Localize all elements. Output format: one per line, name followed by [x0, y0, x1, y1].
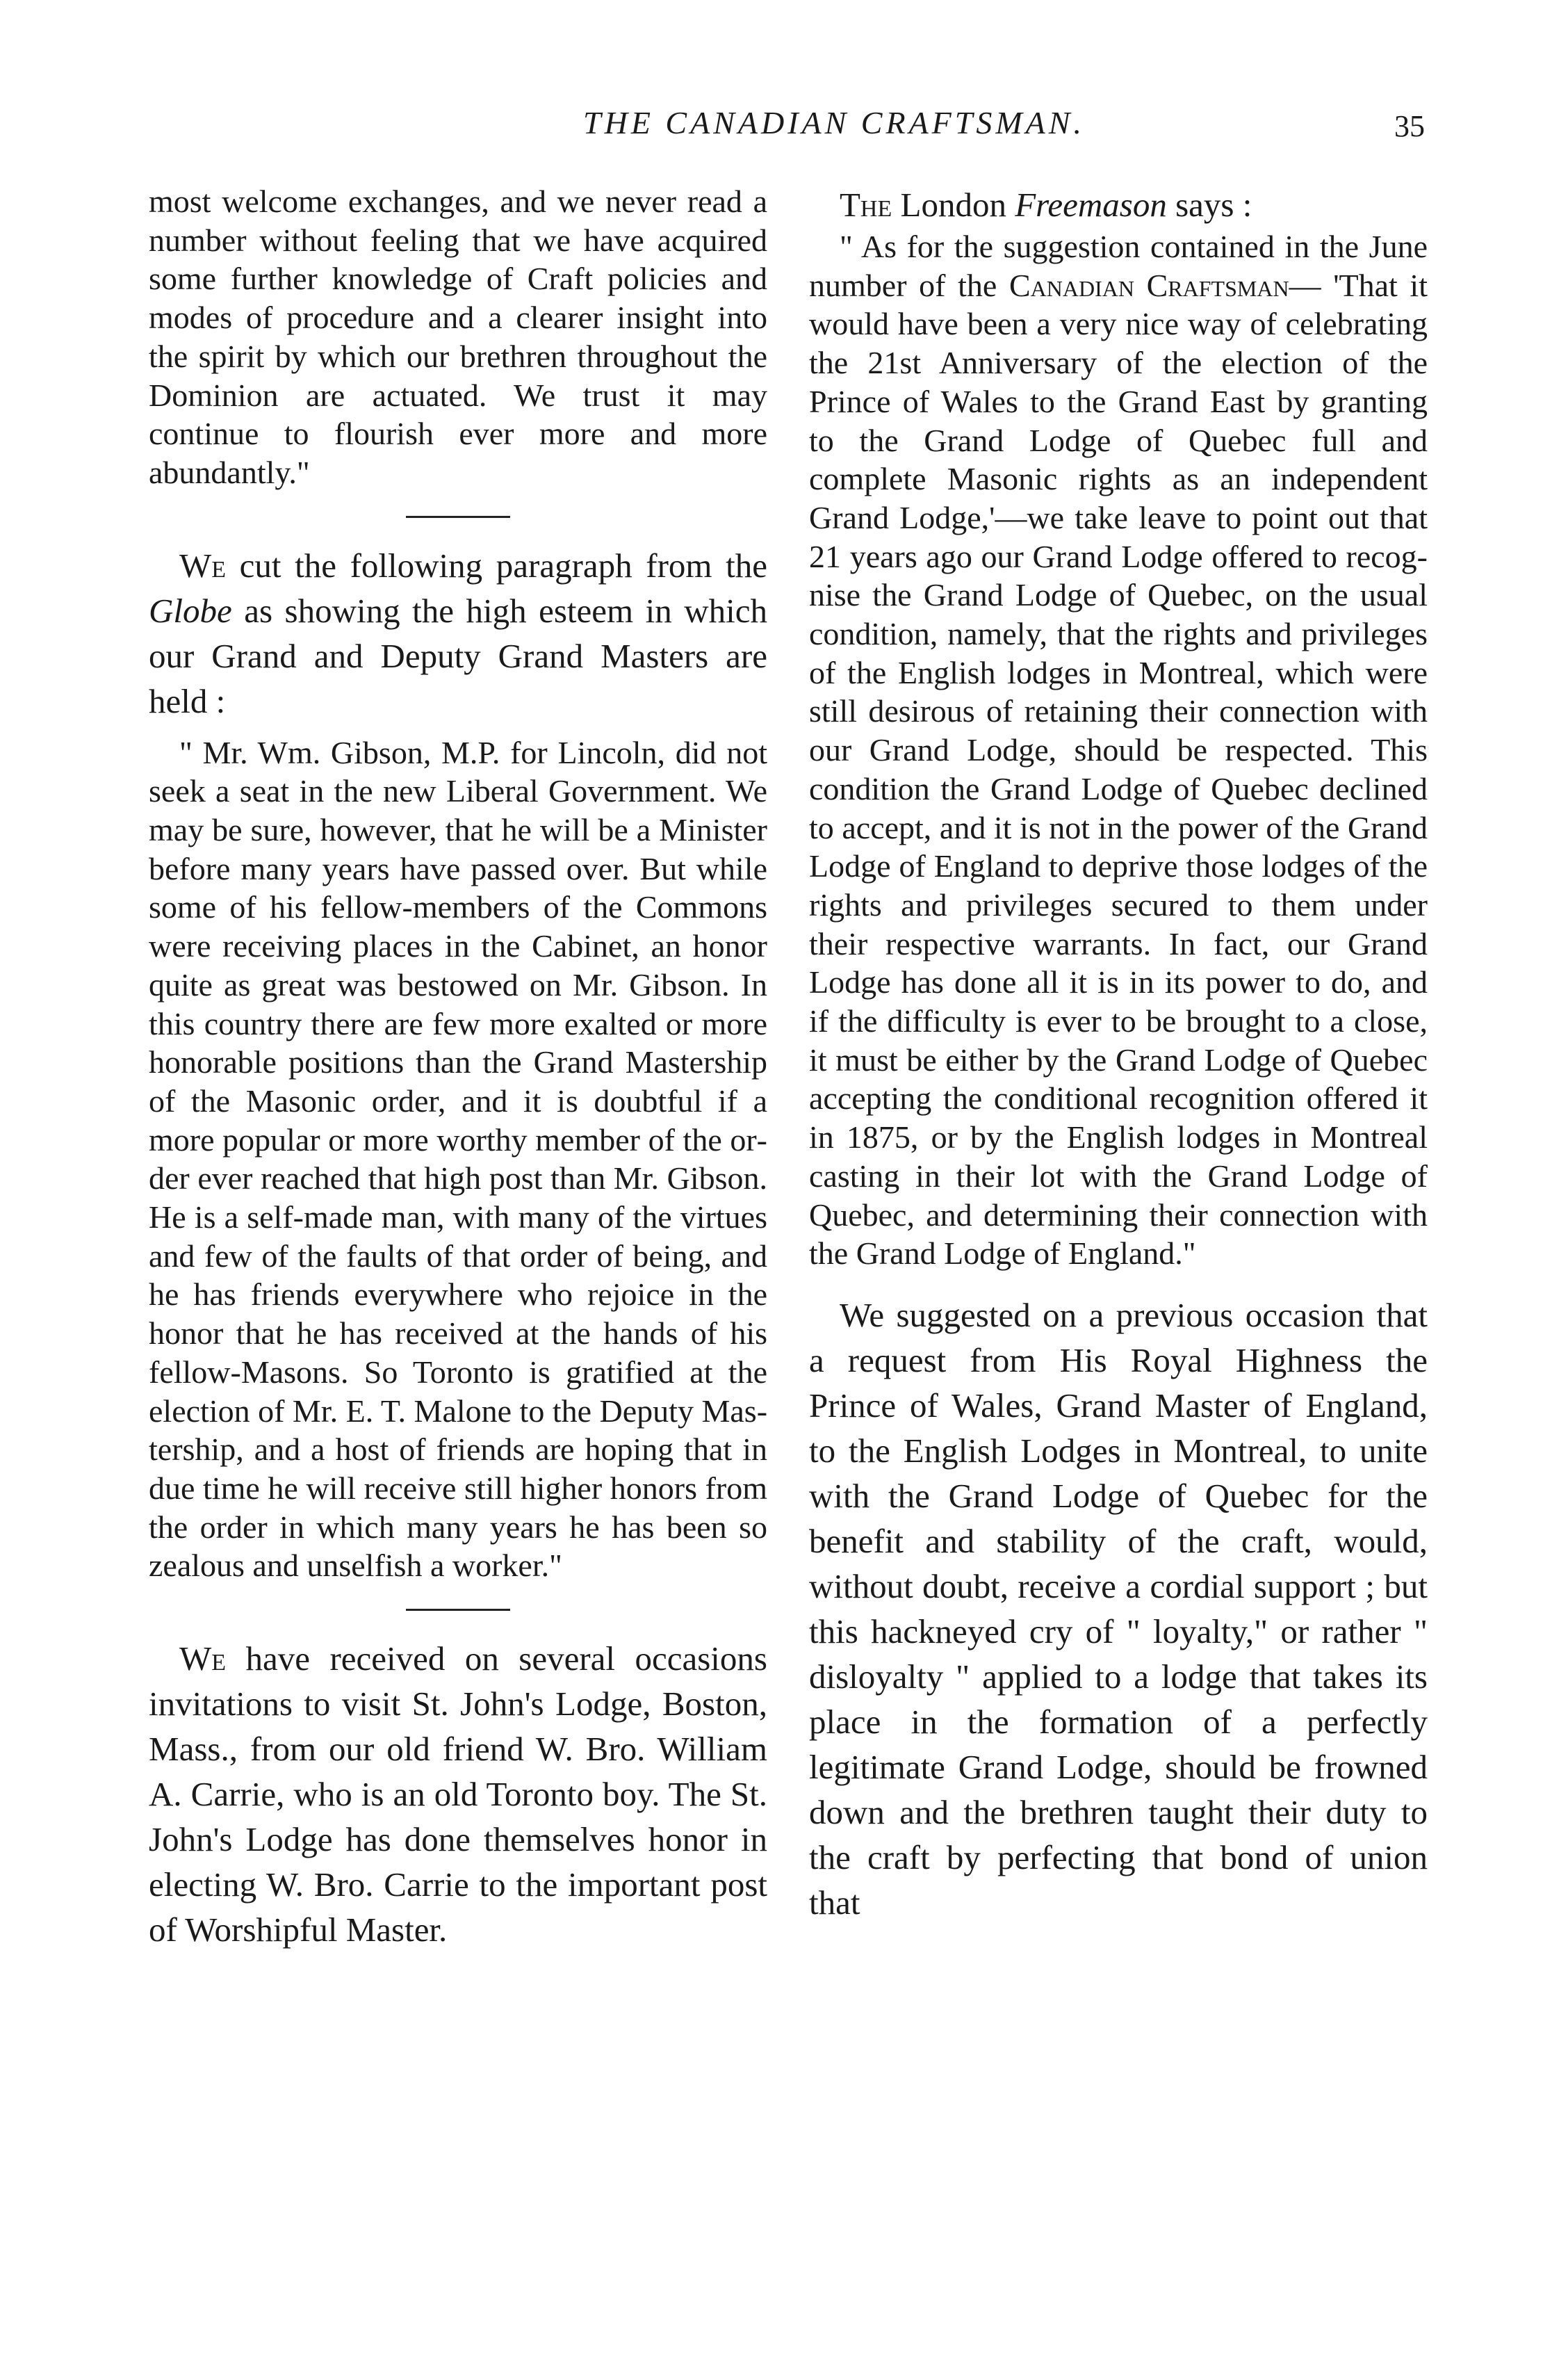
section-divider	[406, 516, 510, 518]
running-title: THE CANADIAN CRAFTSMAN.	[583, 105, 1085, 140]
publication-name-globe: Globe	[149, 591, 232, 630]
left-column	[149, 182, 767, 1952]
lead-word: The	[840, 186, 892, 224]
right-column	[809, 182, 1428, 1925]
paragraph-freemason-quote: " As for the suggestion contained in the June number of the Canadian Craftsman— 'That it would have been a very nice way of celebrating the 21st Anniversary of the election of the Prince of Wales to the Grand East by granting to the Grand Lodge of Quebec full and complete Masonic rights as an independent Grand Lodge,'—we take leave to point out that 21 years ago our Grand Lodge offered to recognise the Grand Lodge of Quebec, on the usual condition, namely, that the rights and privileges of the English lodges in Montreal, which were still desirous of retaining their connection with our Grand Lodge, should be respected. This condition the Grand Lodge of Quebec declined to accept, and it is not in the power of the Grand Lodge of England to deprive those lodges of the rights and privileges secured to them under their respective warrants. In fact, our Grand Lodge has done all it is in its power to do, and if the difficulty is ever to be brought to a close, it must be either by the Grand Lodge of Quebec accepting the conditional recognition offered it in 1875, or by the English lodges in Montreal casting in their lot with the Grand Lodge of Quebec, and determining their connection with the Grand Lodge of England."	[809, 229, 1428, 1272]
paragraph-globe-intro: We cut the following paragraph from the Globe as showing the high esteem in which our Grand and Deputy Grand Masters are held :	[149, 546, 767, 720]
paragraph-st-johns-lodge: We have received on several occasions invitations to visit St. John's Lodge, Boston, Mass., from our old friend W. Bro. William A. Carrie, who is an old Toronto boy. The St. John's Lodge has done themselves honor in electing W. Bro. Carrie to the important post of Worshipful Master.	[149, 1639, 767, 1949]
section-divider	[406, 1609, 510, 1611]
lead-word: We	[179, 546, 227, 585]
publication-name-craftsman: Canadian Craftsman	[1008, 267, 1289, 303]
paragraph-exchanges-continued: most welcome exchanges, and we never read a number without feeling that we have acquired some further knowledge of Craft policies and modes of procedure and a clearer insight into the spirit by which our brethren throughout the Dominion are actuated. We trust it may continue to flourish ever more and more abundantly."	[149, 184, 767, 490]
lead-word: We	[179, 1639, 227, 1678]
paragraph-freemason-intro: The London Freemason says :	[840, 186, 1252, 224]
paragraph-previous-occasion: We suggested on a previous occasion that a request from His Royal Highness the Prince of Wales, Grand Master of England, to the English Lodges in Montreal, to unite with the Grand Lodge of Quebec for the benefit and stability of the craft, would, without doubt, receive a cordial support ; but this hackneyed cry of " loyalty," or rather " disloyalty " applied to a lodge that takes its place in the formation of a perfectly legitimate Grand Lodge, should be frowned down and the brethren taught their duty to the craft by perfecting that bond of union that	[809, 1295, 1428, 1922]
page-number: 35	[1394, 109, 1425, 143]
publication-name-freemason: Freemason	[1015, 186, 1167, 224]
paragraph-gibson-quote: " Mr. Wm. Gibson, M.P. for Lincoln, did not seek a seat in the new Liberal Government. We may be sure, however, that he will be a Minister before many years have passed over. But while some of his fellow-members of the Commons were receiving places in the Cabinet, an honor quite as great was bestowed on Mr. Gibson. In this country there are few more exalted or more honorable positions than the Grand Mastership of the Masonic order, and it is doubtful if a more popular or more worthy member of the order ever reached that high post than Mr. Gibson. He is a self-made man, with many of the virtues and few of the faults of that order of being, and he has friends everywhere who rejoice in the honor that he has received at the hands of his fellow-Masons. So Toronto is gratified at the election of Mr. E. T. Malone to the Deputy Mastership, and a host of friends are hoping that in due time he will receive still higher honors from the order in which many years he has been so zealous and unselfish a worker."	[149, 734, 768, 1584]
